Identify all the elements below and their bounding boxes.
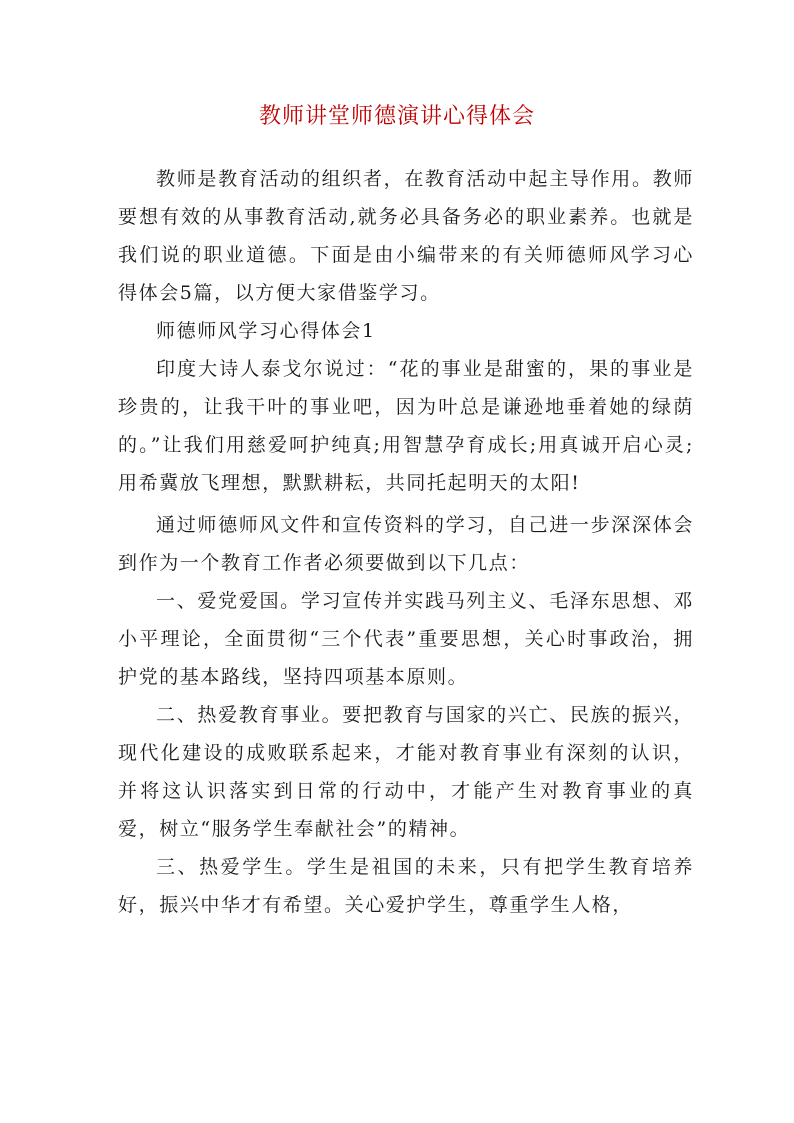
document-title: 教师讲堂师德演讲心得体会 <box>258 104 535 129</box>
quote-paragraph: 印度大诗人泰戈尔说过：“花的事业是甜蜜的，果的事业是珍贵的，让我干叶的事业吧，因为叶总是谦逊地垂着她的绿荫的。”让我们用慈爱呵护纯真;用智慧孕育成长;用真诚开启心灵;用希冀放飞理想，默默耕耘，共同托起明天的太阳! <box>118 358 694 494</box>
point-three-paragraph: 三、热爱学生。学生是祖国的未来，只有把学生教育培养好，振兴中华才有希望。关心爱护学生，尊重学生人格， <box>118 856 694 916</box>
document-body <box>118 160 694 924</box>
intro-paragraph: 教师是教育活动的组织者，在教育活动中起主导作用。教师要想有效的从事教育活动,就务必具备务必的职业素养。也就是我们说的职业道德。下面是由小编带来的有关师德师风学习心得体会5篇，以方便大家借鉴学习。 <box>118 168 694 304</box>
point-one-paragraph: 一、爱党爱国。学习宣传并实践马列主义、毛泽东思想、邓小平理论，全面贯彻“三个代表”重要思想，关心时事政治，拥护党的基本路线，坚持四项基本原则。 <box>118 590 694 688</box>
point-two-paragraph: 二、热爱教育事业。要把教育与国家的兴亡、民族的振兴，现代化建设的成败联系起来，才能对教育事业有深刻的认识，并将这认识落实到日常的行动中，才能产生对教育事业的真爱，树立“服务学生奉献社会”的精神。 <box>118 704 694 840</box>
section-heading: 师德师风学习心得体会1 <box>156 320 376 342</box>
study-paragraph: 通过师德师风文件和宣传资料的学习，自己进一步深深体会到作为一个教育工作者必须要做到以下几点： <box>118 514 694 574</box>
